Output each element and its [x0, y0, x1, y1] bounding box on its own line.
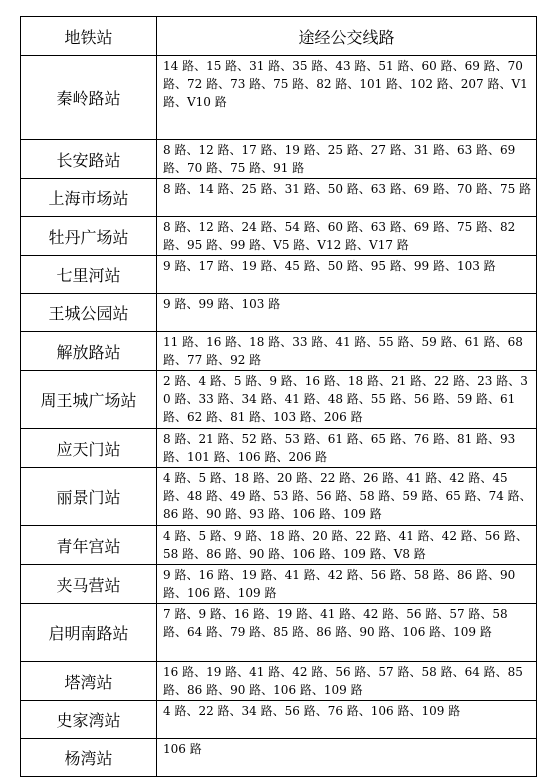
- station-routes: 106 路: [157, 739, 537, 777]
- table-row: [21, 371, 537, 429]
- table-row: [21, 56, 537, 140]
- station-routes: 7 路、9 路、16 路、19 路、41 路、42 路、56 路、57 路、58 路、64 路、79 路、85 路、86 路、90 路、106 路、109 路: [157, 604, 537, 662]
- station-name: 杨湾站: [21, 739, 157, 777]
- station-name: 丽景门站: [21, 468, 157, 526]
- station-name: 应天门站: [21, 429, 157, 468]
- station-name: 王城公园站: [21, 294, 157, 332]
- station-routes: 4 路、22 路、34 路、56 路、76 路、106 路、109 路: [157, 701, 537, 739]
- bus-routes-table: [20, 16, 537, 777]
- table-row: [21, 526, 537, 565]
- header-station: 地铁站: [21, 17, 157, 56]
- station-name: 七里河站: [21, 256, 157, 294]
- table-row: [21, 565, 537, 604]
- station-routes: 4 路、5 路、18 路、20 路、22 路、26 路、41 路、42 路、45 路、48 路、49 路、53 路、56 路、58 路、59 路、65 路、74 路、86 路、90 路、93 路、106 路、109 路: [157, 468, 537, 526]
- station-name: 长安路站: [21, 140, 157, 179]
- table-row: [21, 217, 537, 256]
- station-name: 周王城广场站: [21, 371, 157, 429]
- station-name: 塔湾站: [21, 662, 157, 701]
- station-name: 史家湾站: [21, 701, 157, 739]
- station-name: 启明南路站: [21, 604, 157, 662]
- table-row: [21, 468, 537, 526]
- station-name: 牡丹广场站: [21, 217, 157, 256]
- station-routes: 2 路、4 路、5 路、9 路、16 路、18 路、21 路、22 路、23 路、30 路、33 路、34 路、41 路、48 路、55 路、56 路、59 路、61 路、62 路、81 路、103 路、206 路: [157, 371, 537, 429]
- station-name: 解放路站: [21, 332, 157, 371]
- station-name: 上海市场站: [21, 179, 157, 217]
- station-routes: 11 路、16 路、18 路、33 路、41 路、55 路、59 路、61 路、68 路、77 路、92 路: [157, 332, 537, 371]
- station-name: 秦岭路站: [21, 56, 157, 140]
- header-routes: 途经公交线路: [157, 17, 537, 56]
- table-row: [21, 140, 537, 179]
- station-routes: 8 路、14 路、25 路、31 路、50 路、63 路、69 路、70 路、75 路: [157, 179, 537, 217]
- station-routes: 4 路、5 路、9 路、18 路、20 路、22 路、41 路、42 路、56 路、58 路、86 路、90 路、106 路、109 路、V8 路: [157, 526, 537, 565]
- station-routes: 9 路、99 路、103 路: [157, 294, 537, 332]
- station-routes: 14 路、15 路、31 路、35 路、43 路、51 路、60 路、69 路、70 路、72 路、73 路、75 路、82 路、101 路、102 路、207 路、V1 路、V10 路: [157, 56, 537, 140]
- station-name: 青年宫站: [21, 526, 157, 565]
- table-row: [21, 604, 537, 662]
- station-routes: 8 路、12 路、24 路、54 路、60 路、63 路、69 路、75 路、82 路、95 路、99 路、V5 路、V12 路、V17 路: [157, 217, 537, 256]
- header-row: [21, 17, 537, 56]
- table-row: [21, 429, 537, 468]
- station-routes: 9 路、17 路、19 路、45 路、50 路、95 路、99 路、103 路: [157, 256, 537, 294]
- station-routes: 9 路、16 路、19 路、41 路、42 路、56 路、58 路、86 路、90 路、106 路、109 路: [157, 565, 537, 604]
- station-name: 夹马营站: [21, 565, 157, 604]
- table-row: [21, 256, 537, 294]
- station-routes: 16 路、19 路、41 路、42 路、56 路、57 路、58 路、64 路、85 路、86 路、90 路、106 路、109 路: [157, 662, 537, 701]
- table-row: [21, 294, 537, 332]
- station-routes: 8 路、12 路、17 路、19 路、25 路、27 路、31 路、63 路、69 路、70 路、75 路、91 路: [157, 140, 537, 179]
- station-routes: 8 路、21 路、52 路、53 路、61 路、65 路、76 路、81 路、93 路、101 路、106 路、206 路: [157, 429, 537, 468]
- table-row: [21, 179, 537, 217]
- table-row: [21, 332, 537, 371]
- table-row: [21, 739, 537, 777]
- table-row: [21, 662, 537, 701]
- table-row: [21, 701, 537, 739]
